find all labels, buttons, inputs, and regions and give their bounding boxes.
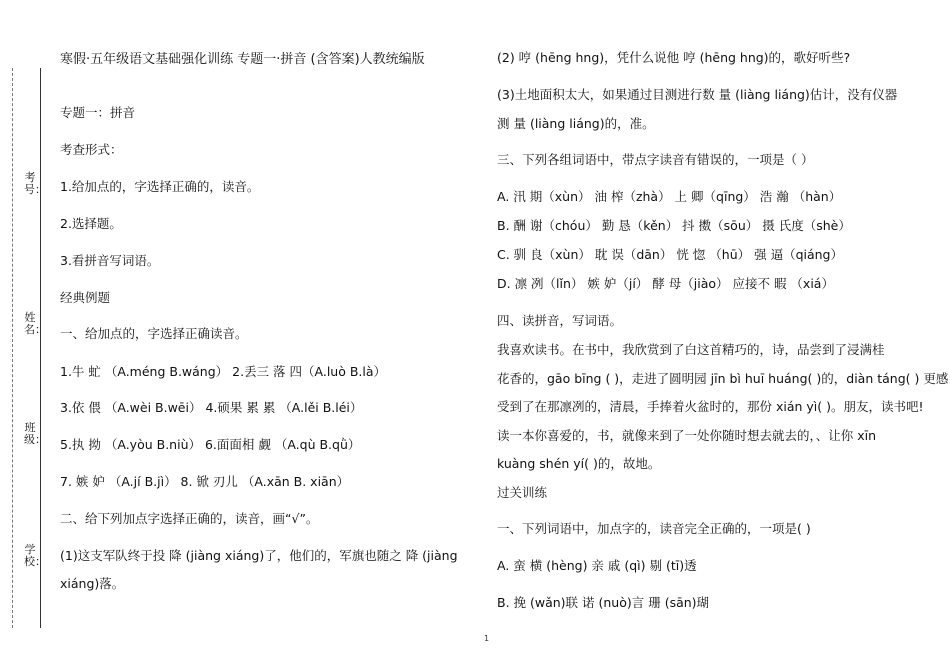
format-heading: 考查形式：: [60, 142, 123, 157]
format-item-3: 3.看拼音写词语。: [60, 253, 160, 268]
question-3-option-c: C. 驯 良（xùn） 耽 误（dān） 恍 惚 （hū） 强 逼（qiáng）: [497, 247, 843, 262]
question-2-heading: 二、给下列加点字选择正确的，读音，画“√”。: [60, 511, 319, 526]
binding-label-class: 班级：: [24, 421, 46, 446]
question-1-line-4: 7. 嫉 妒 （A.jí B.jì） 8. 锨 刃儿 （A.xān B. xiān）: [60, 474, 350, 489]
question-1-heading: 一、给加点的，字选择正确读音。: [60, 326, 248, 341]
right-column: [480, 0, 950, 671]
question-4-heading: 四、读拼音，写词语。: [497, 313, 623, 328]
document-title: 寒假·五年级语文基础强化训练 专题一·拼音 (含答案)人教统编版: [60, 52, 425, 67]
binding-label-name: 姓名：: [24, 311, 46, 336]
question-2-line-1: (1)这支军队终于投 降 (jiàng xiáng)了，他们的，军旗也随之 降 (jiàng: [60, 548, 458, 563]
question-3-option-a: A. 汛 期（xùn） 油 榨（zhà） 上 卿（qīng） 浩 瀚 （hàn）: [497, 189, 842, 204]
examples-heading: 经典例题: [60, 290, 111, 305]
practice-1-option-b: B. 挽 (wǎn)联 诺 (nuò)言 珊 (sān)瑚: [497, 595, 710, 610]
question-2-line-5: 测 量 (liàng liáng)的，准。: [497, 116, 655, 131]
question-4-line-1: 我喜欢读书。在书中，我欣赏到了白这首精巧的，诗，品尝到了浸满桂: [497, 342, 885, 357]
format-item-1: 1.给加点的，字选择正确的，读音。: [60, 179, 260, 194]
question-3-option-b: B. 酬 谢（chóu） 勤 恳（kěn） 抖 擞（sōu） 摄 氏度（shè）: [497, 218, 851, 233]
question-3-option-d: D. 凛 冽（lǐn） 嫉 妒（jí） 酵 母（jiào） 应接不 暇 （xiá）: [497, 276, 834, 291]
practice-1-heading: 一、下列词语中，加点字的，读音完全正确的，一项是( ): [497, 521, 811, 536]
binding-label-school: 学校：: [24, 543, 46, 568]
page-number: 1: [484, 634, 490, 643]
question-2-line-2: xiáng)落。: [60, 576, 125, 591]
question-2-line-4: (3)土地面积太大，如果通过目测进行数 量 (liàng liáng)估计，没有仪器: [497, 87, 898, 102]
question-4-line-5: kuàng shén yí( )的，故地。: [497, 456, 661, 471]
question-1-line-1: 1.牛 虻 （A.méng B.wáng） 2.丢三 落 四（A.luò B.là）: [60, 364, 387, 379]
question-2-line-3: (2) 哼 (hēng hng)，凭什么说他 哼 (hēng hng)的，歌好听些?: [497, 50, 851, 65]
question-4-line-4: 读一本你喜爱的，书，就像来到了一处你随时想去就去的，、让你 xīn: [497, 428, 877, 443]
question-3-heading: 三、下列各组词语中，带点字读音有错误的，一项是（ ）: [497, 152, 814, 167]
question-4-line-3: 受到了在那凛冽的，清晨，手捧着火盆时的，那份 xián yì( )。朋友，读书吧!: [497, 399, 924, 414]
question-1-line-3: 5.执 拗 （A.yòu B.niù） 6.面面相 觑 （A.qù B.qǜ）: [60, 437, 361, 452]
practice-1-option-a: A. 蛮 横 (hèng) 亲 戚 (qì) 剔 (tī)透: [497, 558, 697, 573]
format-item-2: 2.选择题。: [60, 216, 122, 231]
practice-heading: 过关训练: [497, 485, 548, 500]
question-1-line-2: 3.依 偎 （A.wèi B.wēi） 4.硕果 累 累 （A.lěi B.léi）: [60, 400, 363, 415]
question-4-line-2: 花香的，gāo bīng ( )，走进了圆明园 jīn bì huī huáng( )的，diàn táng( ) 更感: [497, 371, 949, 386]
topic-heading: 专题一：拼音: [60, 105, 136, 120]
binding-label-exam-number: 考号：: [24, 171, 46, 196]
